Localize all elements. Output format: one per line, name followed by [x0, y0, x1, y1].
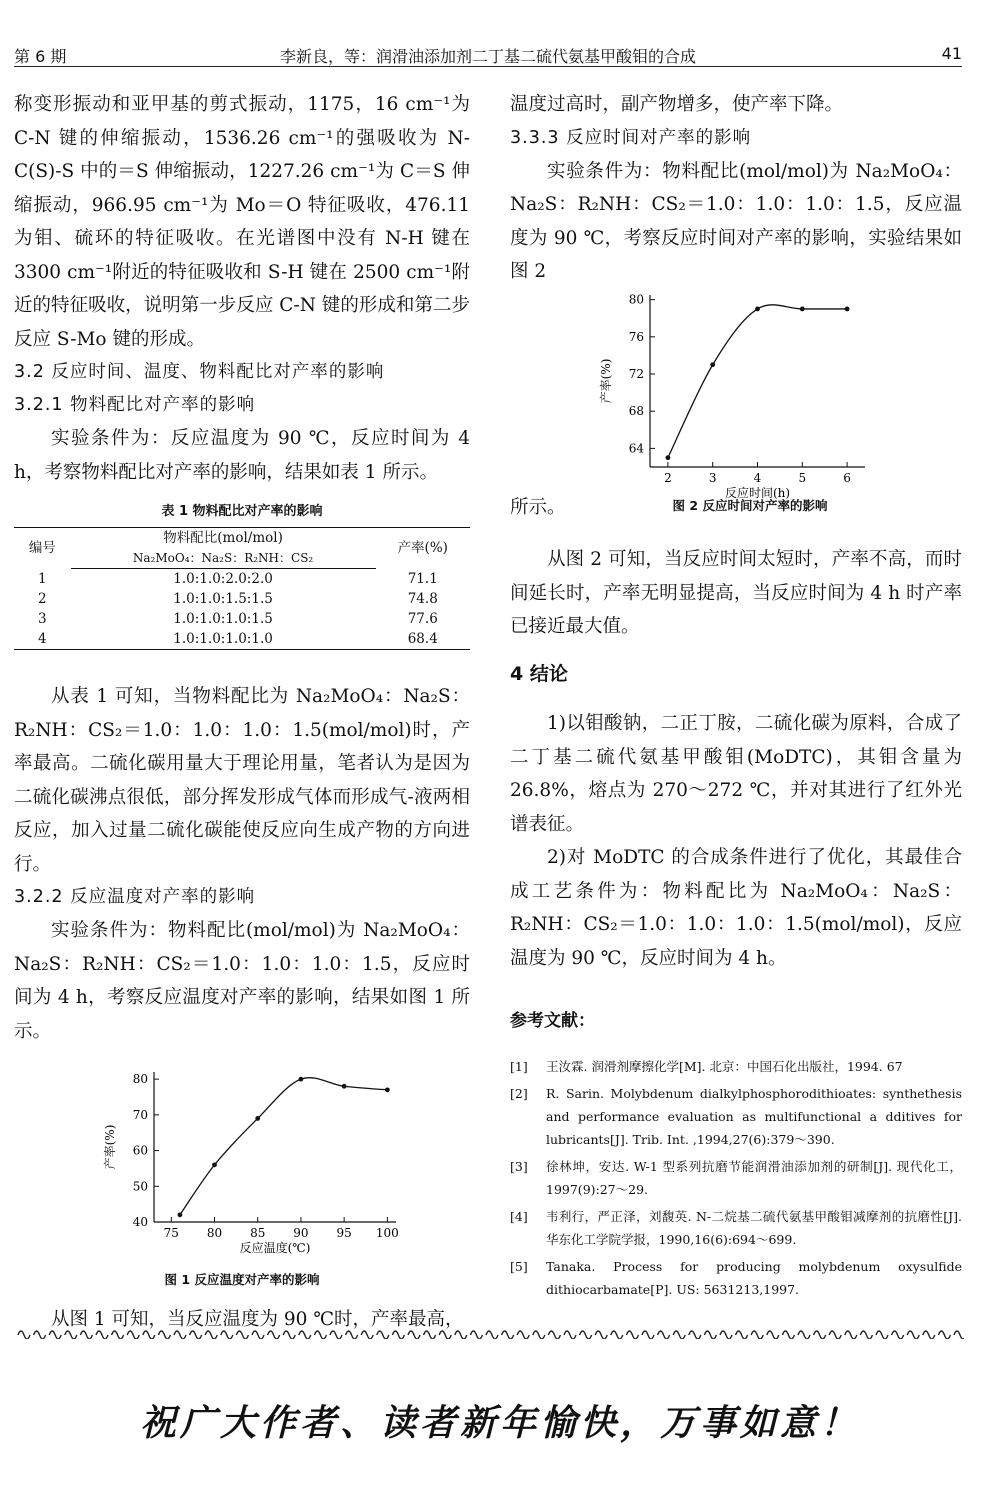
paragraph: 称变形振动和亚甲基的剪式振动，1175，16 cm⁻¹为 C-N 键的伸缩振动，1536.26 cm⁻¹的强吸收为 N-C(S)-S 中的＝S 伸缩振动，1227.26 cm⁻¹为 C＝S 伸缩振动，966.95 cm⁻¹为 Mo＝O 特征吸收，476.11 为钼、硫环的特征吸收。在光谱图中没有 N-H 键在 3300 cm⁻¹附近的特征吸收和 S-H 键在 2500 cm⁻¹附近的特征吸收，说明第一步反应 C-N 键的形成和第二步反应 S-Mo 键的形成。 [14, 94, 470, 350]
divider-ornament [658, 1331, 670, 1339]
divider-ornament [392, 1331, 404, 1339]
y-tick-label: 40 [132, 1215, 148, 1229]
x-axis-label: 反应温度(℃) [239, 1241, 311, 1255]
col-header-ratio: 物料配比(mol/mol) [163, 530, 283, 546]
data-point [800, 306, 805, 311]
figure-2 [510, 291, 962, 518]
reference-number: [1] [510, 1058, 528, 1074]
data-point [845, 306, 850, 311]
divider-ornament [299, 1331, 311, 1339]
ratio-table [14, 527, 470, 650]
divider-ornament [814, 1331, 826, 1339]
divider-ornament [782, 1331, 794, 1339]
divider-ornament [689, 1331, 701, 1339]
divider-ornament [470, 1331, 482, 1339]
divider-ornament [346, 1331, 358, 1339]
divider-ornament [564, 1331, 576, 1339]
y-tick-label: 80 [132, 1072, 148, 1087]
series-line [180, 1078, 387, 1215]
divider-ornament [190, 1331, 202, 1339]
divider-ornament [860, 1331, 872, 1339]
col-header-yield: 产率(%) [397, 540, 448, 557]
cell: 1.0:1.0:2.0:2.0 [173, 571, 273, 587]
divider-ornament [18, 1331, 30, 1339]
x-tick-label: 6 [843, 470, 851, 485]
divider-ornament [80, 1331, 92, 1339]
reference-item [510, 1155, 962, 1201]
right-column [510, 88, 962, 1305]
reference-item [510, 1082, 962, 1151]
table-row [14, 609, 470, 629]
cell: 4 [38, 631, 47, 647]
table-caption: 表 1 物料配比对产率的影响 [161, 504, 323, 519]
left-column [14, 88, 470, 1336]
divider-ornament [845, 1331, 857, 1339]
data-point [710, 362, 715, 367]
y-axis-label: 产率(%) [599, 358, 613, 403]
chart-yield-vs-temperature [14, 1064, 470, 1259]
references-heading: 参考文献： [510, 1011, 595, 1031]
reference-text: 韦利行，严正泽，刘馥英. N-二烷基二硫代氨基甲酸钼减摩剂的抗磨性[J]. 华东化工学院学报，1990,16(6):694～699. [546, 1208, 962, 1247]
divider-ornament [876, 1331, 888, 1339]
divider-ornament [252, 1331, 264, 1339]
y-tick-label: 76 [628, 329, 644, 344]
divider-ornament [268, 1331, 280, 1339]
x-tick-label: 90 [293, 1226, 309, 1240]
x-tick-label: 80 [206, 1226, 223, 1240]
cell: 77.6 [407, 611, 438, 627]
paragraph: 实验条件为：物料配比(mol/mol)为 Na₂MoO₄：Na₂S：R₂NH：CS₂＝1.0：1.0：1.0：1.5，反应温度为 90 ℃，考察反应时间对产率的影响，实验结果如图 2 [510, 160, 962, 282]
data-point [255, 1116, 260, 1121]
reference-text: 王汝霖. 润滑剂摩擦化学[M]. 北京：中国石化出版社，1994. 67 [546, 1058, 903, 1074]
section-heading: 3.2 反应时间、温度、物料配比对产率的影响 [14, 362, 385, 382]
x-tick-label: 4 [753, 470, 762, 485]
divider-ornament [720, 1331, 732, 1339]
section-heading: 4 结论 [510, 662, 568, 685]
running-title: 李新良，等：润滑油添加剂二丁基二硫代氨基甲酸钼的合成 [279, 47, 696, 66]
page-number: 41 [941, 44, 962, 63]
divider-ornament [907, 1331, 919, 1339]
divider-ornament [938, 1331, 950, 1339]
divider-ornament [65, 1331, 77, 1339]
cell: 1 [38, 570, 47, 587]
reference-item [510, 1205, 962, 1251]
divider-ornament [611, 1331, 623, 1339]
cell: 1.0:1.0:1.0:1.0 [173, 631, 273, 647]
divider-ornament [829, 1331, 841, 1339]
figure-caption: 图 2 反应时间对产率的影响 [672, 497, 828, 513]
reference-number: [5] [510, 1258, 528, 1274]
divider-ornament [502, 1331, 514, 1339]
cell: 1.0:1.0:1.0:1.5 [173, 611, 273, 627]
reference-number: [2] [510, 1085, 528, 1101]
paragraph: 实验条件为：反应温度为 90 ℃，反应时间为 4 h，考察物料配比对产率的影响，结果如表 1 所示。 [14, 428, 470, 483]
divider-ornament [158, 1331, 170, 1339]
y-tick-label: 50 [132, 1179, 148, 1194]
divider-ornament [283, 1331, 295, 1339]
cell: 68.4 [407, 631, 438, 647]
y-tick-label: 68 [628, 403, 644, 418]
divider-ornament [673, 1331, 685, 1339]
divider-ornament [954, 1331, 964, 1339]
divider-ornament [236, 1331, 248, 1339]
divider-ornament [548, 1331, 560, 1339]
x-tick-label: 2 [664, 470, 672, 485]
table-row [14, 629, 470, 650]
paragraph: 从图 2 可知，当反应时间太短时，产率不高，而时间延长时，产率无明显提高，当反应时间为 4 h 时产率已接近最大值。 [510, 549, 962, 637]
col-header-no: 编号 [28, 540, 56, 557]
x-axis-label: 反应时间(h) [724, 485, 791, 500]
divider-ornament [361, 1331, 373, 1339]
divider-ornament [221, 1331, 233, 1339]
paragraph: 1)以钼酸钠，二正丁胺，二硫化碳为原料，合成了二丁基二硫代氨基甲酸钼(MoDTC)，其钼含量为 26.8%，熔点为 270～272 ℃，并对其进行了红外光谱表征。 [510, 713, 962, 835]
reference-list [510, 1055, 962, 1301]
y-tick-label: 64 [628, 440, 644, 455]
divider-ornament [642, 1331, 654, 1339]
table-row [14, 569, 470, 590]
paragraph: 温度过高时，副产物增多，使产率下降。 [510, 94, 844, 115]
subsection-heading: 3.2.1 物料配比对产率的影响 [14, 395, 256, 415]
cell: 2 [38, 591, 47, 607]
x-tick-label: 5 [798, 470, 807, 485]
y-tick-label: 72 [628, 366, 644, 381]
paragraph: 实验条件为：物料配比(mol/mol)为 Na₂MoO₄：Na₂S：R₂NH：CS₂＝1.0：1.0：1.0：1.5，反应时间为 4 h，考察反应温度对产率的影响，结果如图 1 所示。 [14, 920, 470, 1042]
subsection-heading: 3.2.2 反应温度对产率的影响 [14, 887, 256, 907]
divider-ornament [767, 1331, 779, 1339]
paragraph: 2)对 MoDTC 的合成条件进行了优化，其最佳合成工艺条件为：物料配比为 Na₂MoO₄：Na₂S：R₂NH：CS₂＝1.0：1.0：1.0：1.5(mol/mol)，反应温度为 90 ℃，反应时间为 4 h。 [510, 847, 962, 969]
divider-ornament [96, 1331, 108, 1339]
reference-text: Tanaka. Process for producing molybdenum oxysulfide dithiocarbamate[P]. US: 5631213,1997. [546, 1258, 962, 1297]
divider-ornament [580, 1331, 592, 1339]
paragraph-continuation: 所示。 [510, 496, 566, 518]
y-tick-label: 60 [132, 1143, 148, 1158]
divider-ornament [205, 1331, 217, 1339]
divider-ornament [377, 1331, 389, 1339]
cell: 1.0:1.0:1.5:1.5 [173, 591, 273, 607]
divider-ornament [439, 1331, 451, 1339]
y-axis-label: 产率(%) [103, 1124, 117, 1170]
divider-ornament [34, 1331, 46, 1339]
paragraph: 从表 1 可知，当物料配比为 Na₂MoO₄：Na₂S：R₂NH：CS₂＝1.0：1.0：1.0：1.5(mol/mol)时，产率最高。二硫化碳用量大于理论用量，笔者认为是因为二硫化碳沸点很低，部分挥发形成气体而形成气-液两相反应，加入过量二硫化碳能使反应向生成产物的方向进行。 [14, 686, 470, 875]
col-header-ratio-sub: Na₂MoO₄：Na₂S：R₂NH：CS₂ [71, 548, 376, 569]
divider-ornament [736, 1331, 748, 1339]
divider-ornament [704, 1331, 716, 1339]
reference-text: 徐林坤，安达. W-1 型系列抗磨节能润滑油添加剂的研制[J]. 现代化工，1997(9):27～29. [546, 1158, 962, 1197]
divider-ornament [486, 1331, 498, 1339]
x-tick-label: 85 [250, 1226, 266, 1240]
data-point [212, 1162, 217, 1167]
running-header [14, 26, 962, 67]
divider-ornament [533, 1331, 545, 1339]
data-point [666, 455, 671, 460]
divider-ornament [143, 1331, 155, 1339]
cell: 3 [38, 611, 47, 627]
divider-ornament [314, 1331, 326, 1339]
x-tick-label: 100 [375, 1226, 399, 1240]
divider-ornament [424, 1331, 436, 1339]
divider-ornament [798, 1331, 810, 1339]
divider-ornament [49, 1331, 61, 1339]
decorative-divider [14, 1325, 964, 1339]
divider-ornament [408, 1331, 420, 1339]
figure-1 [14, 1064, 470, 1289]
reference-number: [4] [510, 1208, 528, 1224]
figure-caption: 图 1 反应温度对产率的影响 [164, 1271, 320, 1287]
reference-text: R. Sarin. Molybdenum dialkylphosphorodithioates: synthethesis and performance evaluation as multifunctional a dditives for lubricants[J]. Trib. Int. ,1994,27(6):379～390. [546, 1085, 962, 1147]
y-tick-label: 70 [132, 1107, 148, 1122]
divider-ornament [127, 1331, 139, 1339]
reference-item [510, 1255, 962, 1301]
subsection-heading: 3.3.3 反应时间对产率的影响 [510, 127, 752, 148]
cell: 71.1 [407, 570, 438, 587]
divider-ornament [751, 1331, 763, 1339]
x-tick-label: 75 [163, 1226, 179, 1240]
data-point [755, 306, 760, 311]
data-point [299, 1077, 304, 1082]
divider-ornament [892, 1331, 904, 1339]
cell: 74.8 [407, 591, 438, 607]
divider-ornament [595, 1331, 607, 1339]
issue-number: 第 6 期 [14, 47, 67, 66]
divider-ornament [112, 1331, 124, 1339]
divider-ornament [517, 1331, 529, 1339]
reference-number: [3] [510, 1158, 528, 1174]
divider-ornament [330, 1331, 342, 1339]
divider-ornament [455, 1331, 467, 1339]
data-point [178, 1212, 183, 1217]
table-row [14, 589, 470, 609]
data-point [342, 1084, 347, 1089]
divider-ornament [174, 1331, 186, 1339]
x-tick-label: 95 [336, 1226, 352, 1240]
divider-ornament [626, 1331, 638, 1339]
y-tick-label: 80 [628, 292, 644, 307]
x-tick-label: 3 [708, 470, 717, 485]
reference-item [510, 1055, 962, 1078]
paragraph: 从图 1 可知，当反应温度为 90 ℃时，产率最高， [51, 1308, 464, 1330]
new-year-greeting: 祝广大作者、读者新年愉快，万事如意！ [139, 1402, 860, 1444]
chart-yield-vs-time [510, 291, 962, 506]
series-line [668, 304, 847, 457]
divider-ornament [923, 1331, 935, 1339]
data-point [385, 1087, 390, 1092]
